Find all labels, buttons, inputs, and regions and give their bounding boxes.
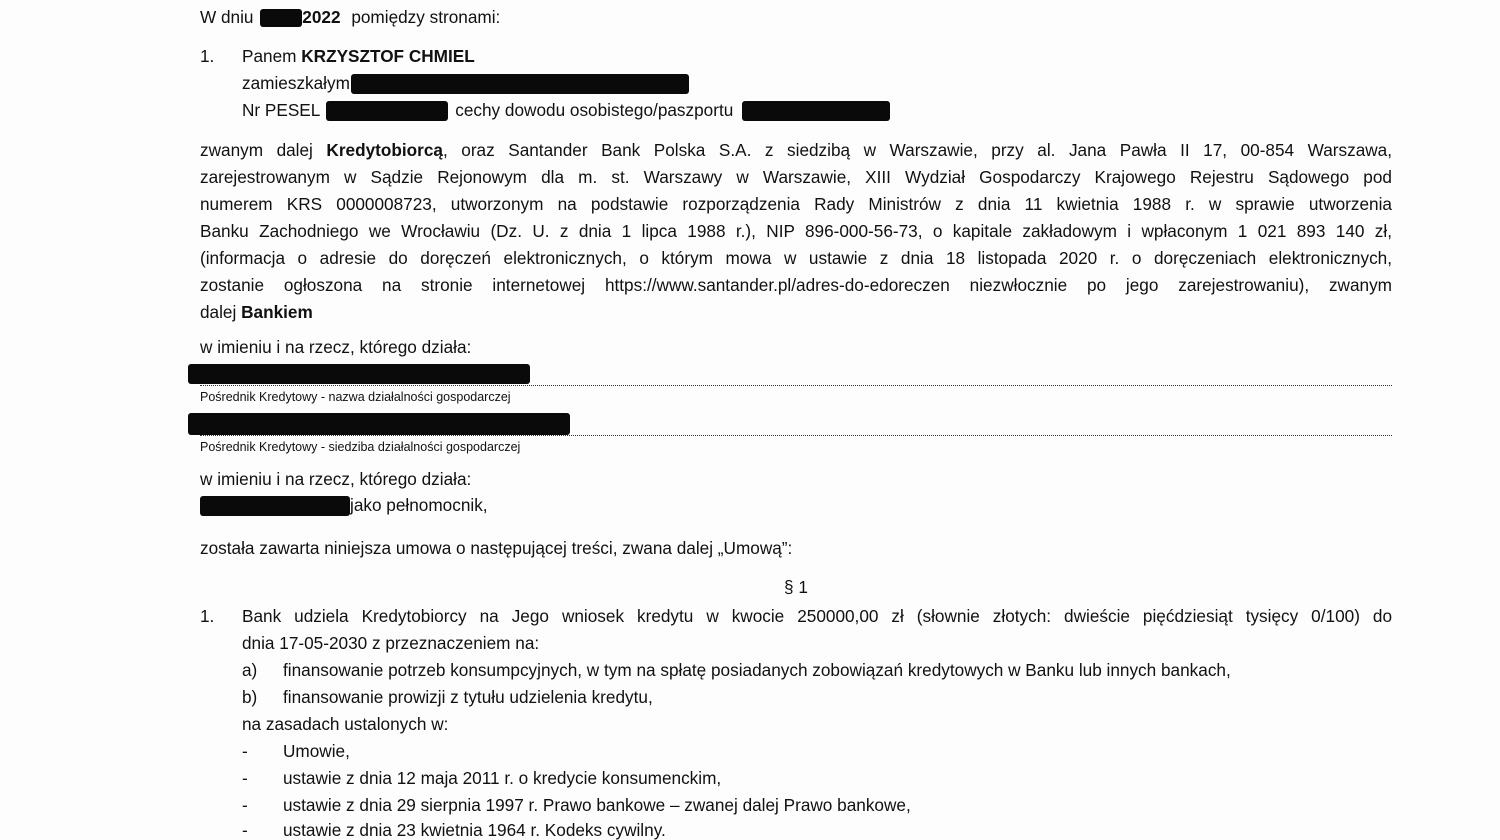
purpose-item-text: finansowanie potrzeb konsumpcyjnych, w tym na spłatę posiadanych zobowiązań kredytowych w Banku lub innych bankach, — [283, 660, 1231, 680]
behalf-line-2: w imieniu i na rzecz, którego działa: — [200, 469, 472, 489]
bank-prefix: dalej — [200, 302, 242, 322]
rule-item-text: ustawie z dnia 12 maja 2011 r. o kredycie konsumenckim, — [283, 768, 722, 788]
purpose-item-marker: b) — [242, 687, 258, 707]
attorney-text: jako pełnomocnik, — [350, 495, 488, 515]
bank-paragraph-line-5: (informacja o adresie do doręczeń elektronicznych, o którym mowa w ustawie z dnia 18 listopada 2020 r. o doręczeniach elektronicznych, — [200, 248, 1392, 268]
pesel-line — [242, 98, 890, 122]
bank-paragraph-line-1-rest: , oraz Santander Bank Polska S.A. z siedzibą w Warszawie, przy al. Jana Pawła II 17, 00-854 Warszawa, — [442, 140, 1393, 160]
intro-year: 2022 — [302, 7, 341, 27]
purpose-item-text: finansowanie prowizji z tytułu udzielenia kredytu, — [283, 687, 653, 707]
redacted-attorney-name — [200, 496, 350, 516]
residence-line — [242, 71, 689, 95]
bank-term: Bankiem — [241, 302, 313, 322]
bank-paragraph-line-3: numerem KRS 0000008723, utworzonym na podstawie rozporządzenia Rady Ministrów z dnia 11 kwietnia 1988 r. w sprawie utworzenia — [200, 194, 1392, 214]
rule-item-text: Umowie, — [283, 741, 350, 761]
section-mark: § 1 — [784, 577, 808, 597]
party-name: KRZYSZTOF CHMIEL — [301, 46, 475, 66]
redacted-id-number — [742, 101, 890, 121]
rule-item-text: ustawie z dnia 23 kwietnia 1964 r. Kodeks cywilny. — [283, 820, 666, 840]
purpose-item-marker: a) — [242, 660, 258, 680]
section1-line-2: dnia 17-05-2030 z przeznaczeniem na: — [242, 633, 540, 653]
redacted-date — [260, 9, 302, 27]
borrower-prefix: zwanym dalej — [200, 140, 327, 160]
pesel-label: Nr PESEL — [242, 100, 320, 120]
intro-suffix: pomiędzy stronami: — [351, 7, 501, 27]
id-label: cechy dowodu osobistego/paszportu — [455, 100, 734, 120]
borrower-term: Kredytobiorcą — [326, 140, 443, 160]
bank-paragraph-line-7 — [200, 300, 313, 324]
dotted-line-name — [200, 385, 1392, 386]
bank-paragraph-line-4: Banku Zachodniego we Wrocławiu (Dz. U. z dnia 1 lipca 1988 r.), NIP 896-000-56-73, o kapitale zakładowym i wpłaconym 1 021 893 140 zł, — [200, 221, 1392, 241]
behalf-line-1: w imieniu i na rzecz, którego działa: — [200, 337, 472, 357]
rules-intro: na zasadach ustalonych w: — [242, 714, 449, 734]
residence-label: zamieszkałym — [242, 73, 350, 93]
section1-line-1: Bank udziela Kredytobiorcy na Jego wniosek kredytu w kwocie 250000,00 zł (słownie złotych: dwieście pięćdziesiąt tysięcy 0/100) do — [242, 606, 1392, 626]
party-number: 1. — [200, 46, 215, 66]
dotted-line-seat — [200, 435, 1392, 436]
party-title: Panem — [242, 46, 297, 66]
redacted-intermediary-name — [188, 364, 530, 384]
intermediary-seat-label: Pośrednik Kredytowy - siedziba działalności gospodarczej — [200, 440, 521, 454]
bank-paragraph-line-6: zostanie ogłoszona na stronie internetowej https://www.santander.pl/adres-do-edoreczen niezwłocznie po jego zarejestrowaniu), zwanym — [200, 275, 1392, 295]
intermediary-name-label: Pośrednik Kredytowy - nazwa działalności gospodarczej — [200, 390, 511, 404]
attorney-line — [200, 493, 488, 517]
section1-number: 1. — [200, 606, 215, 626]
redacted-intermediary-seat — [188, 413, 570, 435]
contract-concluded-line: została zawarta niniejsza umowa o następującej treści, zwana dalej „Umową”: — [200, 538, 793, 558]
redacted-pesel — [326, 101, 448, 121]
redacted-address — [351, 74, 689, 94]
rule-item-text: ustawie z dnia 29 sierpnia 1997 r. Prawo bankowe – zwanej dalej Prawo bankowe, — [283, 795, 911, 815]
intro-prefix: W dniu — [200, 7, 254, 27]
rule-item-marker: - — [242, 820, 248, 840]
party-line — [242, 44, 475, 68]
bank-paragraph-line-1 — [200, 138, 1392, 162]
intro-line — [200, 5, 500, 29]
rule-item-marker: - — [242, 795, 248, 815]
rule-item-marker: - — [242, 768, 248, 788]
bank-paragraph-line-2: zarejestrowanym w Sądzie Rejonowym dla m. st. Warszawy w Warszawie, XIII Wydział Gospodarczy Krajowego Rejestru Sądowego pod — [200, 167, 1392, 187]
rule-item-marker: - — [242, 741, 248, 761]
